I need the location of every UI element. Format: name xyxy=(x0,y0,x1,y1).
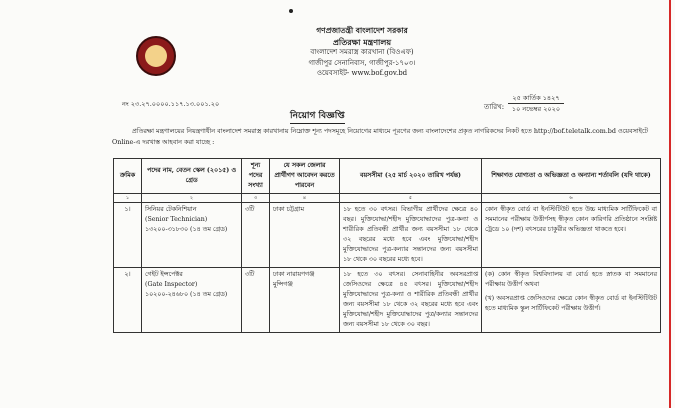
factory-address: গাজীপুর সেনানিবাস, গাজীপুর-১৭০৩। xyxy=(308,58,416,67)
header-vacancy: শূন্য পদের সংখ্যা xyxy=(242,159,270,194)
qualification-option-b: (খ) অবসরপ্রাপ্ত জেসিওদের ক্ষেত্রে কোন স্বীকৃত বোর্ড বা ইনস্টিটিউট হতে মাধ্যমিক স্কুল সার্টিফিকেট পরীক্ষায় উত্তীর্ণ। xyxy=(485,295,657,312)
row-districts: ঢাকা চট্টগ্রাম xyxy=(270,203,340,268)
col-number: ২ xyxy=(142,194,242,203)
header-qualification: শিক্ষাগত যোগ্যতা ও অভিজ্ঞতা ও অন্যান্য শর্তাবলি (যদি থাকে) xyxy=(482,159,661,194)
row-vacancy: ৩টি xyxy=(242,203,270,268)
bof-seal-logo xyxy=(136,36,176,76)
row-serial: ২। xyxy=(114,268,142,333)
seal-emblem-icon xyxy=(145,45,167,67)
vacancy-table xyxy=(113,158,661,333)
col-number: ৪ xyxy=(270,194,340,203)
row-age: ১৮ হতে ৩০ বৎসর। সেনাবাহিনীর অবসরপ্রাপ্ত জেসিওদের ক্ষেত্রে ৪৫ বৎসর। মুক্তিযোদ্ধা/শহীদ মুক্তিযোদ্ধাদের পুত্র-কন্যা ও শারীরিক প্রতিবন্ধী প্রার্থীর জন্য বয়সসীমা ১৮ থেকে ৩২ বছরের মধ্যে হবে এবং মুক্তিযোদ্ধা/শহীদ মুক্তিযোদ্ধাদের পুত্র/কন্যার সন্তানদের জন্য বয়সসীমা ১৮ থেকে ৩০ বছর। xyxy=(340,268,482,333)
column-number-row xyxy=(114,194,661,203)
notice-title: নিয়োগ বিজ্ঞপ্তি xyxy=(290,108,345,124)
date-block xyxy=(508,93,564,114)
website-line: ওয়েবসাইট- www.bof.gov.bd xyxy=(316,69,408,77)
memo-number: নং ২৩.২৭.০০০০.১১৭.১৩.০০১.২০ xyxy=(122,100,220,108)
table-header-row xyxy=(114,159,661,194)
qualification-option-a: (ক) কোন স্বীকৃত বিশ্ববিদ্যালয় বা বোর্ড হতে স্নাতক বা সমমানের পরীক্ষায় উত্তীর্ণ অথবা xyxy=(485,271,657,288)
government-name: গণপ্রজাতন্ত্রী বাংলাদেশ সরকার xyxy=(316,26,408,35)
col-number: ৫ xyxy=(340,194,482,203)
row-vacancy: ৩টি xyxy=(242,268,270,333)
row-qualification: কোন স্বীকৃত বোর্ড বা ইনস্টিটিউট হতে উচ্চ মাধ্যমিক সার্টিফিকেট বা সমমানের পরীক্ষায় উত্তীর্ণসহ স্বীকৃত কোন কারিগরি প্রতিষ্ঠানে সংশ্লিষ্ট ট্রেডে ১০ (দশ) বৎসরের চাকুরীর অভিজ্ঞতা থাকতে হবে। xyxy=(482,203,661,268)
ministry-name: প্রতিরক্ষা মন্ত্রণালয় xyxy=(332,36,392,47)
row-serial: ১। xyxy=(114,203,142,268)
intro-paragraph: প্রতিরক্ষা মন্ত্রণালয়ের নিয়ন্ত্রণাধীন বাংলাদেশ সমরাস্ত্র কারখানায় নিম্নোক্ত শূন্য পদসমূহে নিয়োগের মাধ্যমে পূরণের জন্য বাংলাদেশের প্রকৃত নাগরিকদের নিকট হতে http://bof.teletalk.com.bd ওয়েবসাইটে Online-এ দরখাস্ত আহবান করা যাচ্ছে : xyxy=(112,127,649,146)
table-row xyxy=(114,203,661,268)
letterhead xyxy=(262,26,462,79)
punch-dot xyxy=(289,9,293,13)
col-number: ৬ xyxy=(482,194,661,203)
red-border-line xyxy=(669,0,671,408)
header-age: বয়সসীমা (২৫ মার্চ ২০২০ তারিখ পর্যন্ত) xyxy=(340,159,482,194)
post-name: সিনিয়র টেকনিশিয়ান xyxy=(145,206,197,213)
pay-scale: ১০২০০-২৪৬৮০ (১৪ তম গ্রেড) xyxy=(145,291,228,298)
post-name-en: (Gate Inspector) xyxy=(145,281,198,288)
date-label: তারিখ: xyxy=(484,103,505,111)
col-number: ১ xyxy=(114,194,142,203)
pay-scale: ১৩২০০-৩১৮৩০ (১৪ তম গ্রেড) xyxy=(145,226,228,233)
header-serial: ক্রমিক xyxy=(114,159,142,194)
row-post xyxy=(142,268,242,333)
table-row xyxy=(114,268,661,333)
factory-name: বাংলাদেশ সমরাস্ত্র কারখানা (বিওএফ) xyxy=(310,48,414,56)
header-post: পদের নাম, বেতন স্কেল (২০১৫) ও গ্রেড xyxy=(142,159,242,194)
header-districts: যে সকল জেলার প্রার্থীগণ আবেদন করতে পারবেন xyxy=(270,159,340,194)
row-districts: ঢাকা নারায়ণগঞ্জ মুন্সিগঞ্জ xyxy=(270,268,340,333)
post-name: গেইট ইন্সপেক্টর xyxy=(145,271,183,278)
row-qualification xyxy=(482,268,661,333)
post-name-en: (Senior Technician) xyxy=(145,216,208,223)
date-bangla: ২৫ কার্তিক ১৪২৭ xyxy=(512,94,560,102)
col-number: ৩ xyxy=(242,194,270,203)
row-age: ১৮ হতে ৩০ বৎসর। বিভাগীয় প্রার্থীদের ক্ষেত্রে ৪০ বছর। মুক্তিযোদ্ধা/শহীদ মুক্তিযোদ্ধাদের পুত্র-কন্যা ও শারীরিক প্রতিবন্ধী প্রার্থীর জন্য বয়সসীমা ১৮ থেকে ৩২ বছরের মধ্যে হবে এবং মুক্তিযোদ্ধা/শহীদ মুক্তিযোদ্ধাদের পুত্র-কন্যার সন্তানদের জন্য বয়সসীমা ১৮ থেকে ৩০ বছরের মধ্যে হবে। xyxy=(340,203,482,268)
date-english: ১০ নভেম্বর ২০২০ xyxy=(508,103,564,114)
row-post xyxy=(142,203,242,268)
